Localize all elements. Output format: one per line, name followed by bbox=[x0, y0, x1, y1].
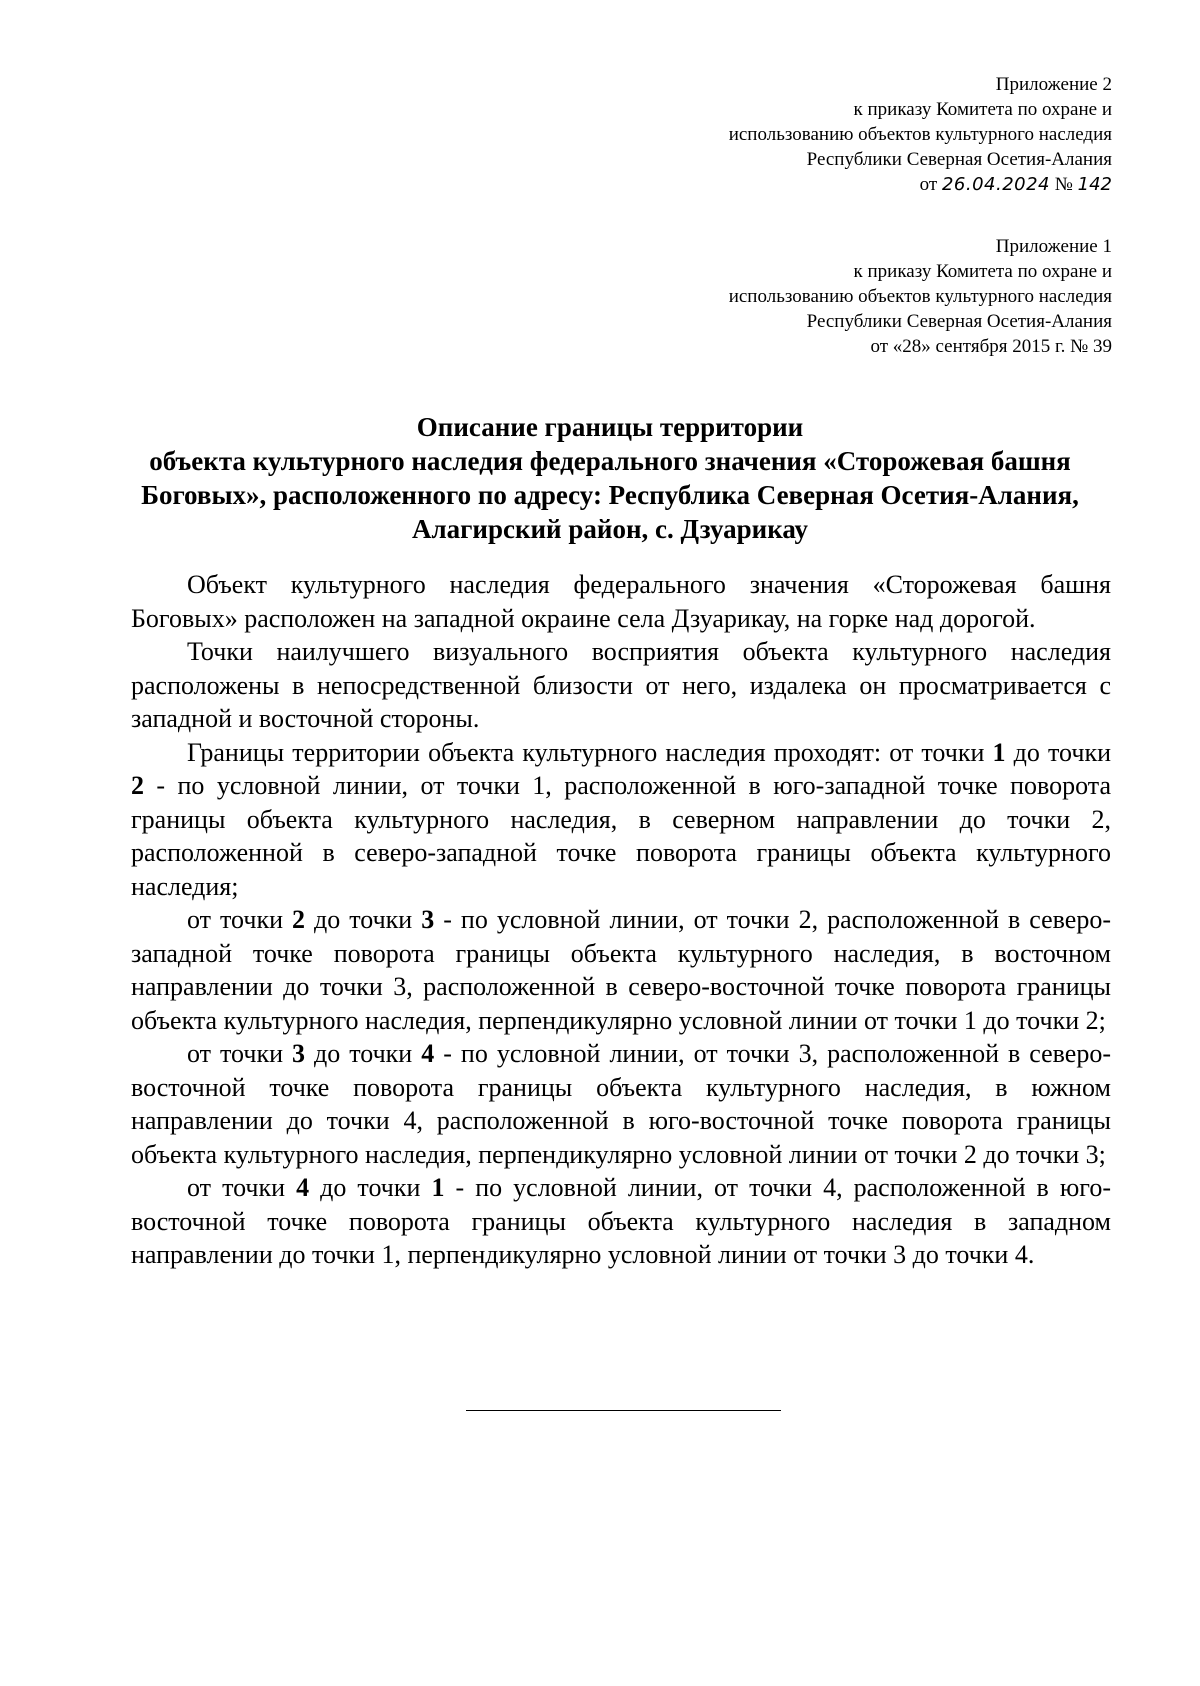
text-segment: до точки bbox=[1005, 737, 1112, 767]
text-segment: до точки bbox=[305, 905, 422, 934]
point-number: 3 bbox=[421, 905, 435, 934]
appendix-1-title: Приложение 1 bbox=[995, 236, 1112, 257]
text-segment: от точки bbox=[187, 905, 293, 934]
point-number: 4 bbox=[421, 1039, 435, 1068]
point-number: 2 bbox=[131, 771, 144, 800]
appendix-1-order-line: к приказу Комитета по охране и bbox=[853, 261, 1112, 282]
appendix-2-order-line: к приказу Комитета по охране и bbox=[853, 99, 1112, 120]
appendix-1-header bbox=[729, 234, 1112, 359]
text-segment: - по условной линии, от точки 3, расположенной в северо-восточной точке поворота границы объекта культурного наследия, в южном направлении до точки 4, расположенной в юго-восточной точке поворота границы объекта культурного наследия, перпендикулярно условной линии от точки 2 до точки 3; bbox=[131, 1039, 1111, 1169]
handwritten-number: 142 bbox=[1077, 174, 1112, 195]
document-title bbox=[110, 410, 1110, 546]
text-segment: от точки bbox=[187, 1173, 297, 1202]
appendix-2-title: Приложение 2 bbox=[995, 74, 1112, 95]
paragraph-boundary-1-2 bbox=[131, 736, 1111, 904]
text-segment: до точки bbox=[309, 1173, 432, 1202]
appendix-1-republic-line: Республики Северная Осетия-Алания bbox=[806, 311, 1112, 332]
text-segment: - по условной линии, от точки 4, расположенной в юго-восточной точке поворота границы объекта культурного наследия в западном направлении до точки 1, перпендикулярно условной линии от точки 3 до точки 4. bbox=[131, 1173, 1111, 1269]
title-line-3: Боговых», расположенного по адресу: Республика Северная Осетия-Алания, bbox=[141, 480, 1079, 510]
text-segment: до точки bbox=[305, 1039, 422, 1068]
title-line-4: Алагирский район, с. Дзуарикау bbox=[411, 514, 809, 544]
appendix-2-republic-line: Республики Северная Осетия-Алания bbox=[806, 149, 1112, 170]
point-number: 1 bbox=[431, 1173, 445, 1202]
paragraph-boundary-3-4 bbox=[131, 1037, 1111, 1171]
appendix-2-date-prefix: от bbox=[919, 174, 942, 195]
paragraph-boundary-2-3 bbox=[131, 903, 1111, 1037]
appendix-1-committee-line: использованию объектов культурного наследия bbox=[728, 286, 1112, 307]
appendix-2-number-prefix: № bbox=[1050, 174, 1078, 195]
text-segment: - по условной линии, от точки 1, расположенной в юго-западной точке поворота границы объекта культурного наследия, в северном направлении до точки 2, расположенной в северо-западной точке поворота границы объекта культурного наследия; bbox=[131, 771, 1111, 901]
text-segment: - по условной линии, от точки 2, расположенной в северо-западной точке поворота границы объекта культурного наследия, в восточном направлении до точки 3, расположенной в северо-восточной точке поворота границы объекта культурного наследия, перпендикулярно условной линии от точки 1 до точки 2; bbox=[131, 905, 1111, 1035]
text-segment: Границы территории объекта культурного наследия проходят: от точки bbox=[187, 737, 993, 767]
appendix-2-committee-line: использованию объектов культурного наследия bbox=[728, 124, 1112, 145]
title-line-1: Описание границы территории bbox=[416, 412, 804, 442]
paragraph-viewpoints: Точки наилучшего визуального восприятия объекта культурного наследия расположены в непосредственной близости от него, издалека он просматривается с западной и восточной стороны. bbox=[131, 637, 1111, 733]
document-body bbox=[131, 568, 1111, 1272]
paragraph-object-location: Объект культурного наследия федерального значения «Сторожевая башня Боговых» расположен на западной окраине села Дзуарикау, на горке над дорогой. bbox=[131, 570, 1111, 633]
end-separator-line bbox=[466, 1410, 781, 1411]
appendix-1-date-line: от «28» сентября 2015 г. № 39 bbox=[870, 336, 1112, 357]
point-number: 4 bbox=[296, 1173, 310, 1202]
point-number: 1 bbox=[992, 737, 1006, 767]
title-line-2: объекта культурного наследия федерального значения «Сторожевая башня bbox=[149, 446, 1071, 476]
paragraph-boundary-4-1 bbox=[131, 1171, 1111, 1272]
point-number: 2 bbox=[292, 905, 306, 934]
appendix-2-header bbox=[729, 72, 1112, 197]
point-number: 3 bbox=[292, 1039, 306, 1068]
handwritten-date: 26.04.2024 bbox=[941, 174, 1050, 195]
text-segment: от точки bbox=[187, 1039, 293, 1068]
appendix-2-date-line bbox=[729, 172, 1112, 197]
